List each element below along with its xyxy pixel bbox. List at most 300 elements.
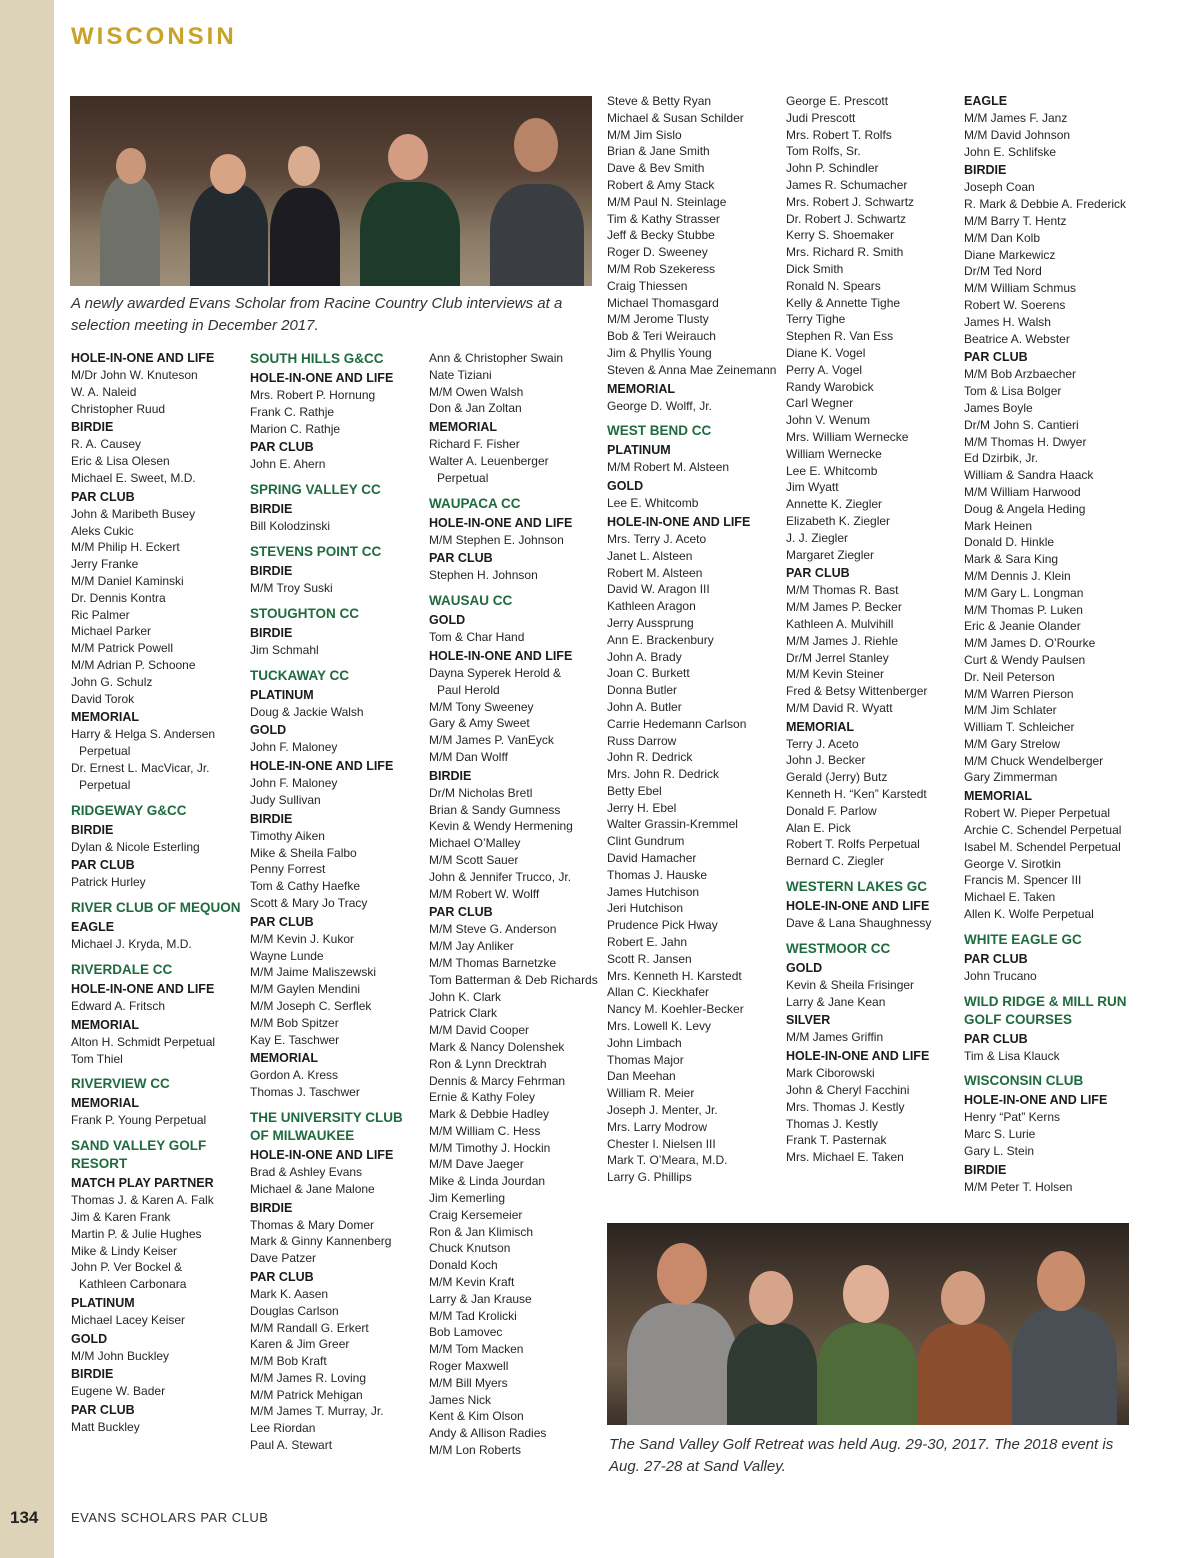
donor-name: Mark K. Aasen [250,1286,329,1301]
donor-name: Mike & Lindy Keiser [71,1243,178,1258]
donor-name: Alan E. Pick [786,820,851,835]
donor-name: M/M James D. O’Rourke [964,636,1096,651]
donor-name: M/M Gary Strelow [964,736,1061,751]
donor-name: John F. Maloney [250,776,338,791]
donor-name: Mrs. Kenneth H. Karstedt [607,968,742,983]
donor-name: John K. Clark [429,989,502,1004]
donor-name: M/M Timothy J. Hockin [429,1140,551,1155]
donor-name: Curt & Wendy Paulsen [964,652,1086,667]
donor-name: Richard F. Fisher [429,437,520,452]
donor-name: Michael & Jane Malone [250,1181,375,1196]
donor-name: Paul A. Stewart [250,1438,333,1453]
donor-name: Scott R. Jansen [607,951,692,966]
donor-name: Thomas J. & Karen A. Falk [71,1193,214,1208]
donor-name: M/M Dennis J. Klein [964,568,1071,583]
donor-name: M/M James P. Becker [786,600,902,615]
donor-name: Judi Prescott [786,110,856,125]
level-heading: PAR CLUB [964,951,1028,966]
donor-name: Beatrice A. Webster [964,331,1070,346]
donor-name: Michael Lacey Keiser [71,1312,186,1327]
donor-name: Ann E. Brackenbury [607,632,714,647]
level-heading: HOLE-IN-ONE AND LIFE [250,1147,394,1162]
donor-name: Patrick Hurley [71,875,146,890]
donor-name: Jim Wyatt [786,480,839,495]
donor-name: Jerry Aussprung [607,615,694,630]
donor-name: Terry J. Aceto [786,736,859,751]
club-heading: THE UNIVERSITY CLUB OF MILWAUKEE [250,1109,403,1143]
donor-name: Wayne Lunde [250,948,324,963]
donor-name: John & Cheryl Facchini [786,1083,910,1098]
donor-name: Kathleen A. Mulvihill [786,616,894,631]
donor-name: M/M Steve G. Anderson [429,922,557,937]
donor-name: Andy & Allison Radies [429,1426,547,1441]
donor-name: Henry “Pat” Kerns [964,1110,1061,1125]
donor-name: Robert M. Alsteen [607,565,703,580]
donor-name: M/M Robert W. Wolff [429,886,540,901]
donor-name: Elizabeth K. Ziegler [786,513,891,528]
donor-name: W. A. Naleid [71,384,137,399]
donor-name: Joan C. Burkett [607,666,690,681]
donor-name-continued: Perpetual [79,744,131,759]
donor-name: Nate Tiziani [429,367,492,382]
donor-name: Mrs. Larry Modrow [607,1119,708,1134]
donor-name: Doug & Angela Heding [964,501,1086,516]
donor-name: Dick Smith [786,261,844,276]
donor-name: Frank T. Pasternak [786,1133,887,1148]
level-heading: PLATINUM [607,443,671,458]
club-heading: WESTMOOR CC [786,940,891,956]
donor-name: Kay E. Taschwer [250,1032,340,1047]
donor-name: M/M Kevin Kraft [429,1275,515,1290]
donor-name: Kathleen Aragon [607,599,696,614]
donor-name: John Trucano [964,968,1037,983]
donor-name: Mrs. Robert P. Hornung [250,388,376,402]
donor-name: William & Sandra Haack [964,468,1094,483]
donor-name: M/M Robert M. Alsteen [607,460,730,475]
donor-name: Thomas J. Taschwer [250,1085,360,1100]
donor-name: M/M James F. Janz [964,111,1068,125]
level-heading: BIRDIE [250,563,293,578]
club-heading: RIVERVIEW CC [71,1076,170,1092]
donor-name: Mark & Sara King [964,552,1059,567]
level-heading: GOLD [429,613,466,628]
donor-name: Mrs. Robert T. Rolfs [786,127,892,142]
donor-name: M/M Bill Myers [429,1375,508,1390]
donor-name: Steven & Anna Mae Zeinemann [607,362,777,377]
donor-name: M/M Chuck Wendelberger [964,753,1104,768]
donor-name: Ed Dzirbik, Jr. [964,451,1039,466]
donor-name: Eugene W. Bader [71,1384,166,1399]
donor-name: Dr. Dennis Kontra [71,590,166,605]
donor-name: David Hamacher [607,851,697,866]
donor-name: M/M Daniel Kaminski [71,573,184,588]
donor-name: John A. Brady [607,649,682,664]
donor-name: Clint Gundrum [607,834,685,849]
level-heading: HOLE-IN-ONE AND LIFE [71,981,215,996]
donor-name: Dr. Robert J. Schwartz [786,211,907,226]
donor-name: John E. Ahern [250,457,326,472]
level-heading: PAR CLUB [964,1031,1028,1046]
donor-name: Joseph Coan [964,180,1035,195]
donor-name: Donald Koch [429,1258,498,1273]
level-heading: MEMORIAL [71,1096,140,1111]
donor-name: M/M Thomas H. Dwyer [964,434,1087,449]
donor-name: M/M Dan Wolff [429,749,508,764]
photo-selection-meeting [70,96,592,286]
donor-name: Bob Lamovec [429,1325,503,1340]
level-heading: BIRDIE [250,1200,293,1215]
donor-name: Diane K. Vogel [786,345,866,360]
donor-name: M/M Randall G. Erkert [250,1320,369,1335]
donor-name: Mrs. William Wernecke [786,429,909,444]
donor-name: Robert W. Soerens [964,297,1066,312]
donor-name: Bill Kolodzinski [250,519,331,534]
level-heading: BIRDIE [250,502,293,517]
club-heading: SOUTH HILLS G&CC [250,351,384,366]
donor-column-6 [964,93,1136,1196]
level-heading: PLATINUM [250,687,314,702]
donor-name: Carrie Hedemann Carlson [607,716,747,731]
donor-name: Brian & Jane Smith [607,144,710,159]
level-heading: EAGLE [71,920,115,935]
donor-name: Michael E. Sweet, M.D. [71,470,196,485]
club-heading: SAND VALLEY GOLF RESORT [71,1138,207,1172]
donor-name: Chuck Knutson [429,1241,511,1256]
level-heading: MEMORIAL [250,1051,319,1066]
level-heading: PAR CLUB [71,858,135,873]
donor-name: Michael & Susan Schilder [607,110,744,125]
donor-name: John A. Butler [607,699,682,714]
donor-name: M/M Thomas R. Bast [786,583,899,598]
donor-name: James R. Schumacher [786,177,908,192]
donor-name: Dylan & Nicole Esterling [71,839,200,854]
club-heading: WILD RIDGE & MILL RUN GOLF COURSES [964,993,1127,1027]
donor-name-continued: Perpetual [437,470,489,485]
donor-name: Larry & Jane Kean [786,994,886,1009]
donor-name: James H. Walsh [964,314,1051,329]
donor-name: Kevin & Wendy Hermening [429,819,573,834]
donor-name: Judy Sullivan [250,792,321,807]
donor-name: Michael Parker [71,624,152,639]
level-heading: HOLE-IN-ONE AND LIFE [250,759,394,774]
donor-name: M/M Jim Sislo [607,127,682,142]
donor-name: M/M Stephen E. Johnson [429,532,564,547]
level-heading: PAR CLUB [71,489,135,504]
donor-name: Archie C. Schendel Perpetual [964,823,1122,838]
donor-name: Gary Zimmerman [964,770,1058,785]
donor-name: Ron & Lynn Drecktrah [429,1056,547,1071]
donor-name: Terry Tighe [786,312,846,327]
level-heading: MEMORIAL [71,710,140,725]
donor-name: Martin P. & Julie Hughes [71,1226,202,1241]
donor-name: William Wernecke [786,446,882,461]
donor-name: Eric & Lisa Olesen [71,454,170,469]
club-heading: SPRING VALLEY CC [250,482,381,498]
donor-name: Tom Batterman & Deb Richards [429,972,598,987]
donor-name: Frank P. Young Perpetual [71,1113,207,1128]
donor-name: Tom & Char Hand [429,630,525,645]
donor-name: John & Maribeth Busey [71,506,196,521]
donor-name: Tim & Lisa Klauck [964,1048,1060,1063]
page-sidebar-strip [0,0,54,1558]
donor-name: Isabel M. Schendel Perpetual [964,839,1121,854]
donor-name: Donald D. Hinkle [964,535,1055,550]
donor-name: M/M James P. VanEyck [429,733,554,748]
donor-name: M/M Dan Kolb [964,230,1041,245]
donor-name: Jeff & Becky Stubbe [607,228,715,243]
donor-name: David W. Aragon III [607,582,710,597]
donor-name: Kenneth H. “Ken” Karstedt [786,787,927,802]
club-heading: TUCKAWAY CC [250,667,350,683]
donor-name: M/M Kevin Steiner [786,667,885,682]
donor-name: Mike & Sheila Falbo [250,845,357,860]
donor-name: M/M Dave Jaeger [429,1157,524,1172]
donor-name: Tom Thiel [71,1051,123,1066]
donor-name: M/M Warren Pierson [964,686,1074,701]
donor-name: Mark & Ginny Kannenberg [250,1234,392,1249]
donor-name: M/M Patrick Powell [71,641,174,656]
donor-name: Jim & Karen Frank [71,1209,171,1224]
donor-name: John & Jennifer Trucco, Jr. [429,869,572,884]
donor-name: Mark & Nancy Dolenshek [429,1039,565,1054]
donor-column-3 [429,350,601,1459]
donor-name: Kelly & Annette Tighe [786,295,901,310]
donor-name: Mike & Linda Jourdan [429,1174,546,1189]
donor-name: Mark & Debbie Hadley [429,1107,550,1122]
level-heading: BIRDIE [71,822,114,837]
donor-name: Robert E. Jahn [607,935,688,950]
level-heading: BIRDIE [429,768,472,783]
donor-name: Donna Butler [607,683,678,698]
donor-name: Marion C. Rathje [250,421,341,436]
donor-name: Mrs. Michael E. Taken [786,1150,904,1165]
donor-name: Jim & Phyllis Young [607,345,712,360]
level-heading: PAR CLUB [250,440,314,455]
level-heading: PAR CLUB [429,551,493,566]
donor-name: Tim & Kathy Strasser [607,211,720,226]
level-heading: GOLD [786,960,823,975]
level-heading: HOLE-IN-ONE AND LIFE [964,1093,1108,1108]
donor-name: Allen K. Wolfe Perpetual [964,907,1094,922]
donor-name-continued: Kathleen Carbonara [79,1277,187,1292]
level-heading: GOLD [607,479,644,494]
donor-name: Diane Markewicz [964,247,1056,262]
donor-name-continued: Perpetual [79,777,131,792]
donor-name: Brian & Sandy Gumness [429,802,561,817]
donor-name: Mark Ciborowski [786,1066,875,1081]
donor-name: Dave Patzer [250,1251,317,1266]
donor-name: Kerry S. Shoemaker [786,228,895,243]
club-heading: WAUSAU CC [429,593,513,609]
caption-bottom-photo: The Sand Valley Golf Retreat was held Aug. 29-30, 2017. The 2018 event is Aug. 27-28 at Sand Valley. [609,1436,1114,1475]
donor-name: Tom & Cathy Haefke [250,879,361,894]
donor-name: Bob & Teri Weirauch [607,329,716,344]
level-heading: HOLE-IN-ONE AND LIFE [786,899,930,914]
donor-name: Walter Grassin-Kremmel [607,817,738,832]
donor-column-1 [71,350,243,1436]
donor-name: Donald F. Parlow [786,803,877,818]
donor-name: M/M James Griffin [786,1030,884,1045]
donor-name: Allan C. Kieckhafer [607,985,710,1000]
donor-name: Mrs. Richard R. Smith [786,245,904,260]
donor-name: Janet L. Alsteen [607,548,693,563]
donor-name: M/M David Cooper [429,1023,530,1038]
level-heading: EAGLE [964,94,1008,108]
donor-name: Gary L. Stein [964,1144,1035,1159]
donor-name: Dr/M Nicholas Bretl [429,785,533,800]
donor-name: John R. Dedrick [607,750,693,765]
donor-name: Mrs. John R. Dedrick [607,767,720,782]
donor-name: Jeri Hutchison [607,901,684,916]
page-number: 134 [10,1508,39,1527]
photo-sand-valley-retreat [607,1223,1129,1425]
level-heading: HOLE-IN-ONE AND LIFE [429,648,573,663]
donor-name: Ronald N. Spears [786,278,881,293]
donor-name: Mrs. Lowell K. Levy [607,1019,712,1034]
donor-name: M/M John Buckley [71,1348,170,1363]
donor-name: Robert & Amy Stack [607,177,715,192]
donor-name: M/M William C. Hess [429,1123,541,1138]
donor-name: Lee E. Whitcomb [607,496,699,511]
donor-column-5 [786,93,958,1166]
level-heading: BIRDIE [964,1162,1007,1177]
donor-name-continued: Paul Herold [437,682,500,697]
donor-name: John P. Ver Bockel & [71,1260,183,1275]
donor-name: Bernard C. Ziegler [786,854,885,869]
donor-name: Thomas Major [607,1052,684,1067]
donor-name: David Torok [71,691,135,706]
donor-name: John E. Schlifske [964,144,1057,159]
donor-name: Craig Kersemeier [429,1207,523,1222]
donor-name: Betty Ebel [607,783,662,798]
donor-name: Larry & Jan Krause [429,1291,532,1306]
donor-name: William R. Meier [607,1086,695,1101]
donor-name: M/M James R. Loving [250,1370,367,1385]
donor-name: Mrs. Thomas J. Kestly [786,1099,905,1114]
level-heading: MEMORIAL [786,719,855,734]
donor-name: Gerald (Jerry) Butz [786,770,888,785]
donor-name: Thomas J. Kestly [786,1116,879,1131]
donor-name: Lee E. Whitcomb [786,463,878,478]
donor-name: Randy Warobick [786,379,874,394]
donor-name: Stephen H. Johnson [429,568,538,583]
donor-name: Dr/M Ted Nord [964,264,1042,279]
donor-name: Michael J. Kryda, M.D. [71,937,192,952]
donor-name: M/M Troy Suski [250,580,333,595]
donor-name: Gordon A. Kress [250,1068,339,1083]
caption-top-photo: A newly awarded Evans Scholar from Racine Country Club interviews at a selection meeting in December 2017. [71,295,563,334]
club-heading: WESTERN LAKES GC [786,879,928,895]
donor-name: J. J. Ziegler [786,530,849,545]
donor-name: Fred & Betsy Wittenberger [786,684,928,699]
donor-name: Joseph J. Menter, Jr. [607,1103,718,1118]
donor-name: John V. Wenum [786,413,871,428]
donor-name: M/M Joseph C. Serflek [250,998,372,1013]
level-heading: GOLD [250,723,287,738]
donor-name: Harry & Helga S. Andersen [71,727,216,742]
donor-name: Michael E. Taken [964,890,1056,905]
donor-name: M/M Bob Arzbaecher [964,367,1077,382]
page-title: WISCONSIN [71,23,237,50]
donor-name: M/M Lon Roberts [429,1443,522,1458]
donor-name: Roger Maxwell [429,1359,509,1374]
level-heading: HOLE-IN-ONE AND LIFE [250,371,394,385]
donor-name: Mark Heinen [964,518,1033,533]
donor-name: M/M Patrick Mehigan [250,1387,363,1402]
donor-name: Dave & Bev Smith [607,161,705,176]
donor-name: M/M William Harwood [964,484,1081,499]
level-heading: MEMORIAL [607,381,676,396]
footer-publication-title: EVANS SCHOLARS PAR CLUB [71,1510,269,1525]
donor-name: Perry A. Vogel [786,362,863,377]
donor-name: M/M Bob Kraft [250,1354,327,1369]
club-heading: WHITE EAGLE GC [964,931,1082,947]
donor-name: Dr. Ernest L. MacVicar, Jr. [71,760,210,775]
level-heading: BIRDIE [250,625,293,640]
donor-name: M/M Jerome Tlusty [607,312,709,327]
donor-name: M/M James T. Murray, Jr. [250,1404,384,1419]
donor-name: Robert T. Rolfs Perpetual [786,837,920,852]
donor-name: Jerry Franke [71,557,139,572]
level-heading: MEMORIAL [71,1017,140,1032]
donor-name: M/M Bob Spitzer [250,1015,339,1030]
donor-name: Don & Jan Zoltan [429,401,522,416]
donor-name: M/M David R. Wyatt [786,700,893,715]
donor-name: Kevin & Sheila Frisinger [786,977,915,992]
level-heading: MEMORIAL [429,420,498,435]
club-heading: WAUPACA CC [429,495,521,511]
donor-name: Patrick Clark [429,1006,498,1021]
donor-name: Eric & Jeanie Olander [964,619,1081,634]
level-heading: HOLE-IN-ONE AND LIFE [429,515,573,530]
donor-name: R. A. Causey [71,437,142,452]
donor-name: Francis M. Spencer III [964,873,1082,888]
club-heading: RIVER CLUB OF MEQUON [71,900,241,916]
donor-name: Dennis & Marcy Fehrman [429,1073,566,1088]
level-heading: BIRDIE [71,1367,114,1382]
level-heading: HOLE-IN-ONE AND LIFE [607,514,751,529]
donor-name: Dr. Neil Peterson [964,669,1055,684]
level-heading: PAR CLUB [786,566,850,581]
donor-name: John Limbach [607,1035,682,1050]
donor-name: Larry G. Phillips [607,1170,692,1185]
donor-name: Jerry H. Ebel [607,800,677,815]
club-heading: WISCONSIN CLUB [964,1073,1084,1089]
level-heading: PLATINUM [71,1295,135,1310]
donor-name: M/M Tad Krolicki [429,1308,517,1323]
donor-name: M/M Kevin J. Kukor [250,931,355,946]
donor-name: M/M Gary L. Longman [964,585,1084,600]
donor-name: Ernie & Kathy Foley [429,1090,536,1105]
donor-name: M/M Tony Sweeney [429,699,534,714]
donor-name: Mrs. Terry J. Aceto [607,531,707,546]
donor-name: M/M David Johnson [964,127,1071,142]
donor-name: M/M Tom Macken [429,1342,524,1357]
level-heading: PAR CLUB [964,350,1028,365]
level-heading: BIRDIE [964,163,1007,178]
donor-name: Nancy M. Koehler-Becker [607,1002,744,1017]
donor-name: Gary & Amy Sweet [429,716,530,731]
donor-name: Dr/M Jerrel Stanley [786,650,889,665]
donor-name: M/M Thomas P. Luken [964,602,1083,617]
donor-name: Christopher Ruud [71,401,166,416]
donor-name: Steve & Betty Ryan [607,94,712,108]
donor-name: Scott & Mary Jo Tracy [250,895,368,910]
donor-name: Ric Palmer [71,607,130,622]
donor-name: Matt Buckley [71,1420,140,1435]
donor-name: Alton H. Schmidt Perpetual [71,1034,216,1049]
level-heading: PAR CLUB [429,905,493,920]
